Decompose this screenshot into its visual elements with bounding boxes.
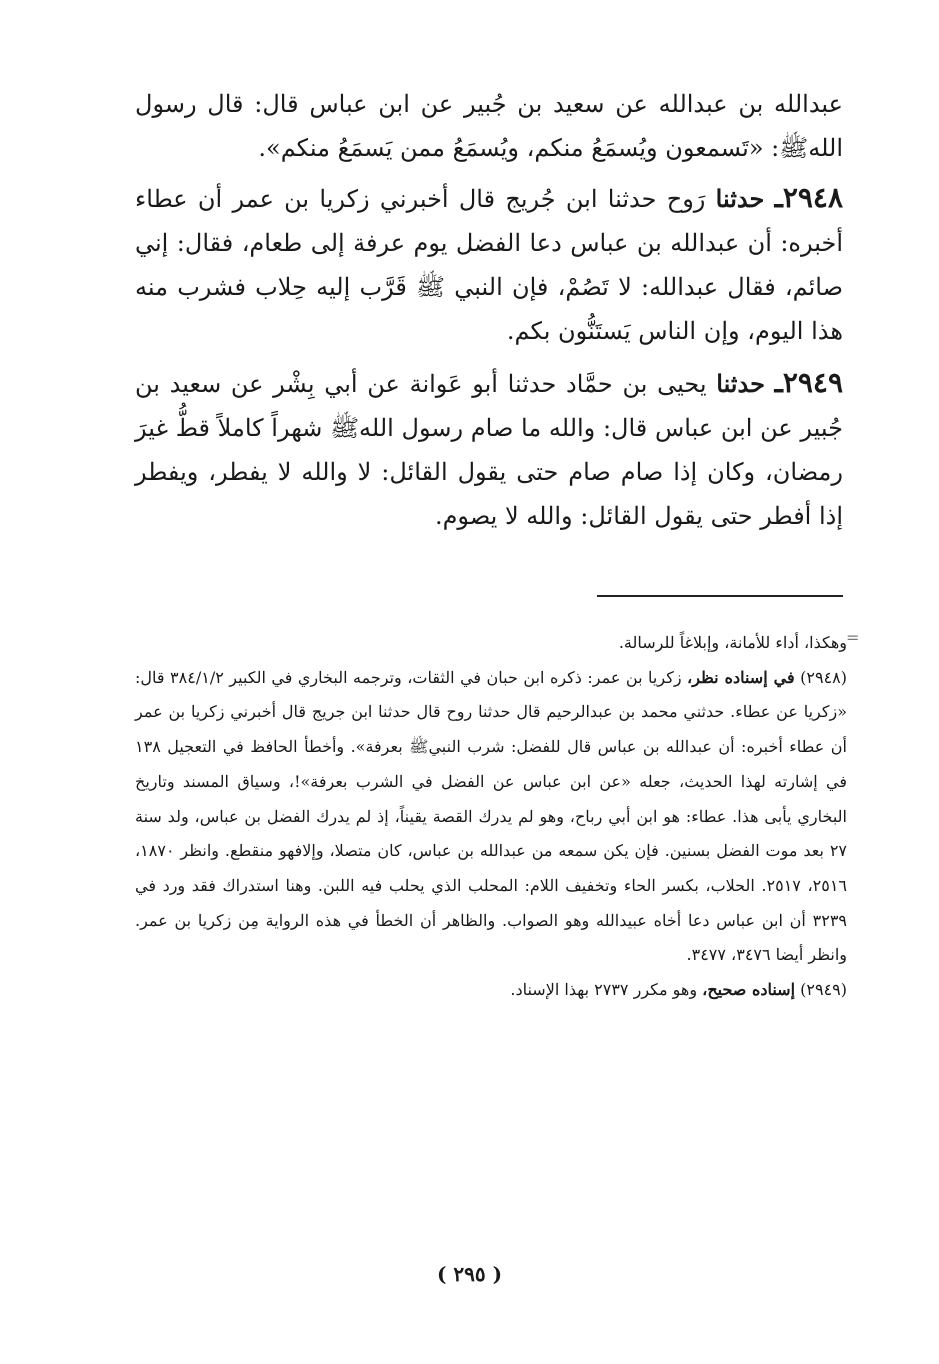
- footnote-label: (٢٩٤٩): [800, 980, 847, 1000]
- hadith-2949: [135, 361, 843, 538]
- hadith-2948: [135, 176, 843, 353]
- footnote-text: زكريا بن عمر: ذكره ابن حبان في الثقات، وترجمه البخاري في الكبير ٣٨٤/١/٢ قال: «زكريا عن عطاء. حدثني محمد بن عبدالرحيم قال حدثنا روح قال حدثنا ابن جريج قال أخبرني زكريا بن عمر أن عطاء أخبره: أن عبدالله بن عباس قال للفضل: شرب النبيﷺ بعرفة». وأخطأ الحافظ في التعجيل ١٣٨ في إشارته لهذا الحديث، جعله «عن ابن عباس عن الفضل في الشرب بعرفة»!، وسياق المسند وتاريخ البخاري يأبى هذا. عطاء: هو ابن أبي رباح، وهو لم يدرك القصة يقيناً، إذ لم يدرك الفضل بن عباس، ولد سنة ٢٧ بعد موت الفضل بسنين. فإن يكن سمعه من عبدالله بن عباس، كان متصلا، وإلافهو منقطع. وانظر ١٨٧٠، ٢٥١٦، ٢٥١٧. الحلاب، بكسر الحاء وتخفيف اللام: المحلب الذي يحلب فيه اللبن. وهنا استدراك فقد ورد في ٣٢٣٩ أن ابن عباس دعا أخاه عبيدالله وهو الصواب. والظاهر أن الخطأ في هذه الرواية مِن زكريا بن عمر. وانظر أيضا ٣٤٧٦، ٣٤٧٧.: [135, 667, 848, 965]
- footnote-keyword: إسناده صحيح،: [702, 980, 796, 1000]
- footnote-text: وهكذا، أداء للأمانة، وإبلاغاً للرسالة.: [618, 633, 847, 652]
- hadith-text: يحيى بن حمَّاد حدثنا أبو عَوانة عن أبي بِشْر عن سعيد بن جُبير عن ابن عباس قال: والله ما صام رسول اللهﷺ شهراً كاملاً قطُّ غيرَ رمضان، وكان إذا صام صام حتى يقول القائل: لا والله لا يفطر، ويفطر إذا أفطر حتى يقول القائل: والله لا يصوم.: [135, 370, 843, 530]
- footnote-2949: [135, 973, 847, 1008]
- footnote-2948: [135, 661, 847, 973]
- footnote-separator: [597, 595, 843, 597]
- hadith-number: ٢٩٤٩ـ: [774, 366, 843, 399]
- footnote-continuation: [135, 626, 847, 661]
- hadith-text: رَوح حدثنا ابن جُريج قال أخبرني زكريا بن عمر أن عطاء أخبره: أن عبدالله بن عباس دعا الفضل يوم عرفة إلى طعام، فقال: إني صائم، فقال عبدالله: لا تَصُمْ، فإن النبي ﷺ قَرَّب إليه حِلاب فشرب منه هذا اليوم، وإن الناس يَستَنُّون بكم.: [135, 185, 843, 345]
- hadith-keyword: حدثنا: [715, 184, 765, 213]
- footnote-keyword: في إسناده نظر،: [687, 667, 795, 687]
- hadith-text: عبدالله بن عبدالله عن سعيد بن جُبير عن ابن عباس قال: قال رسول اللهﷺ: «تَسمعون ويُسمَعُ منكم، ويُسمَعُ ممن يَسمَعُ منكم».: [135, 90, 843, 162]
- hadith-number: ٢٩٤٨ـ: [774, 181, 843, 214]
- footnote-text: وهو مكرر ٢٧٣٧ بهذا الإسناد.: [510, 980, 698, 1000]
- continuation-mark: =: [846, 628, 860, 647]
- footnote-label: (٢٩٤٨): [800, 667, 847, 687]
- page-number: ( ٢٩٥ ): [436, 1262, 503, 1286]
- hadith-2947-tail: [135, 82, 843, 170]
- hadith-keyword: حدثنا: [716, 369, 765, 398]
- main-text: [135, 82, 843, 538]
- footnotes: [135, 626, 847, 1008]
